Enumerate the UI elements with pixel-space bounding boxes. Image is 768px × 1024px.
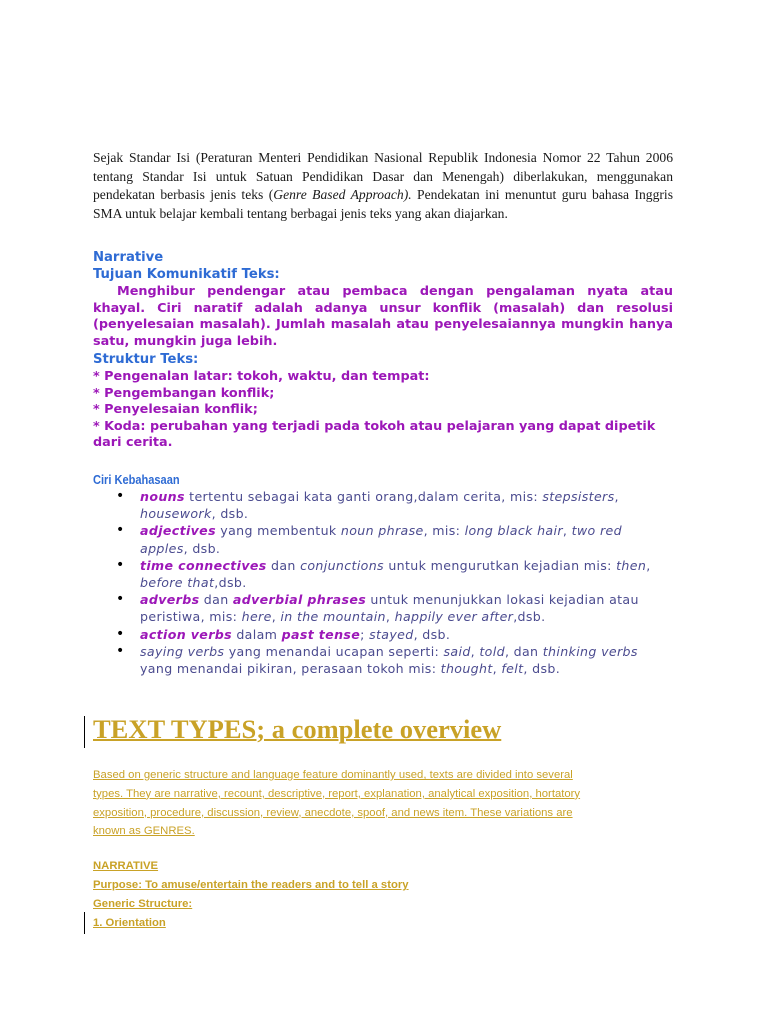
ciri-item-term: housework — [140, 506, 212, 522]
ciri-item-text: untuk mengurutkan kejadian mis: — [383, 557, 617, 573]
ciri-item-text: , dsb. — [183, 540, 221, 556]
narrative-heading: Narrative — [93, 250, 164, 265]
ciri-item-term: happily ever after — [394, 609, 514, 625]
ciri-item — [116, 591, 674, 625]
overview-line: types. They are narrative, recount, descriptive, report, explanation, analytical exposition, hortatory — [93, 787, 581, 800]
ciri-item — [116, 643, 674, 677]
ciri-item-text: yang menandai ucapan seperti: — [224, 643, 444, 659]
ciri-item-text: , dsb. — [211, 506, 249, 522]
intro-paragraph — [93, 149, 673, 223]
ciri-item — [116, 557, 674, 591]
ciri-item-text: , — [646, 557, 651, 573]
struktur-list — [93, 369, 673, 452]
ciri-item-term: stepsisters — [542, 489, 615, 504]
ciri-item-text: , — [492, 661, 502, 677]
text-cursor-bar — [84, 912, 85, 934]
struktur-item: * Pengenalan latar: tokoh, waktu, dan tempat: — [93, 369, 430, 384]
tujuan-heading: Tujuan Komunikatif Teks: — [93, 267, 280, 282]
ciri-item-term: conjunctions — [300, 557, 384, 573]
ciri-item-text: untuk menunjukkan lokasi kejadian atau peristiwa, mis: — [140, 592, 639, 625]
ciri-item-term: time connectives — [140, 557, 267, 573]
ciri-item-text: , — [470, 643, 480, 659]
struktur-item: * Pengembangan konflik; — [93, 385, 275, 401]
ciri-item-text: ,dsb. — [513, 609, 546, 625]
orientation-line: 1. Orientation — [93, 917, 166, 929]
ciri-item-term: adverbs — [140, 592, 200, 608]
ciri-item-text: , mis: — [423, 523, 465, 539]
ciri-item-term: action verbs — [140, 626, 232, 642]
ciri-item-text: , dan — [504, 643, 543, 659]
ciri-kebahasaan-heading: Ciri Kebahasaan — [93, 472, 180, 487]
ciri-item-term: two red apples — [140, 523, 622, 556]
ciri-item-term: then — [616, 557, 647, 573]
overview-line: exposition, procedure, discussion, review, anecdote, spoof, and news item. These variations are — [93, 806, 573, 819]
ciri-item-term: thought — [440, 661, 493, 677]
ciri-item-term: past tense — [281, 626, 361, 642]
ciri-item-term: long black hair — [464, 523, 563, 539]
ciri-item-term: said — [443, 643, 471, 659]
ciri-item-term: told — [479, 643, 505, 659]
text-cursor-bar — [84, 716, 85, 748]
overview-paragraph — [93, 766, 673, 841]
struktur-item: * Koda: perubahan yang terjadi pada tokoh atau pelajaran yang dapat dipetik dari cerita. — [93, 418, 656, 450]
ciri-item-term: nouns — [140, 489, 185, 504]
ciri-item-term: felt — [501, 661, 524, 677]
narrative-section-heading: NARRATIVE — [93, 860, 159, 872]
ciri-item-text: dan — [199, 592, 233, 608]
ciri-item-text: , — [385, 609, 395, 625]
overview-line: known as GENRES. — [93, 825, 195, 838]
ciri-item-text: dalam — [231, 626, 282, 642]
ciri-item — [116, 626, 674, 643]
ciri-item-text: ; — [360, 626, 370, 642]
ciri-item-text: dan — [266, 557, 301, 573]
overview-line: Based on generic structure and language feature dominantly used, texts are divided into several — [93, 769, 573, 781]
ciri-item-text: ,dsb. — [214, 575, 247, 591]
intro-text-a: Sejak Standar Isi (Peraturan Menteri Pendidikan Nasional Republik Indonesia Nomor 22 Tahun 2006 tentang Standar Isi untuk Satuan Pendidikan Dasar dan Menengah) diberlakukan, menggunakan pendekatan berbasis jenis teks ( — [93, 150, 673, 203]
ciri-item-term: adverbial phrases — [232, 592, 367, 608]
ciri-kebahasaan-list — [116, 488, 674, 677]
struktur-heading: Struktur Teks: — [93, 352, 199, 367]
ciri-item-term: thinking verbs — [542, 643, 638, 659]
ciri-item-term: in the mountain — [280, 609, 386, 625]
ciri-item-text: , — [562, 523, 572, 539]
ciri-item-text: , dsb. — [413, 626, 451, 642]
ciri-item-text: , — [614, 489, 619, 504]
ciri-item-text: , — [271, 609, 281, 625]
ciri-item — [116, 522, 674, 556]
overview-title: TEXT TYPES; a complete overview — [93, 714, 502, 744]
intro-text-b: Pendekatan ini menuntut guru bahasa Inggris SMA untuk belajar kembali tentang berbagai jenis teks yang akan diajarkan. — [93, 187, 673, 221]
ciri-item-term: before that — [140, 575, 215, 591]
ciri-item-text: tertentu sebagai kata ganti orang,dalam cerita, mis: — [184, 489, 543, 504]
ciri-item-term: adjectives — [140, 523, 216, 539]
generic-structure-line: Generic Structure: — [93, 898, 193, 910]
purpose-line: Purpose: To amuse/entertain the readers and to tell a story — [93, 879, 409, 891]
ciri-item-term: stayed — [369, 626, 414, 642]
intro-italic-term: Genre Based Approach). — [273, 187, 412, 203]
struktur-item: * Penyelesaian konflik; — [93, 402, 258, 417]
tujuan-text: Menghibur pendengar atau pembaca dengan pengalaman nyata atau khayal. Ciri naratif adalah adanya unsur konflik (masalah) dan resolusi (penyelesaian masalah). Jumlah masalah atau penyelesaiannya mungkin hanya satu, mungkin juga lebih. — [93, 284, 673, 349]
ciri-item-text: yang menandai pikiran, perasaan tokoh mis: — [140, 661, 441, 677]
ciri-item-text: , dsb. — [523, 661, 561, 677]
tujuan-paragraph — [93, 284, 673, 350]
ciri-item — [116, 488, 674, 522]
ciri-item-term: noun phrase — [340, 523, 424, 539]
ciri-item-text: yang membentuk — [215, 523, 341, 539]
ciri-item-term: saying verbs — [140, 643, 225, 659]
ciri-item-term: here — [241, 609, 272, 625]
